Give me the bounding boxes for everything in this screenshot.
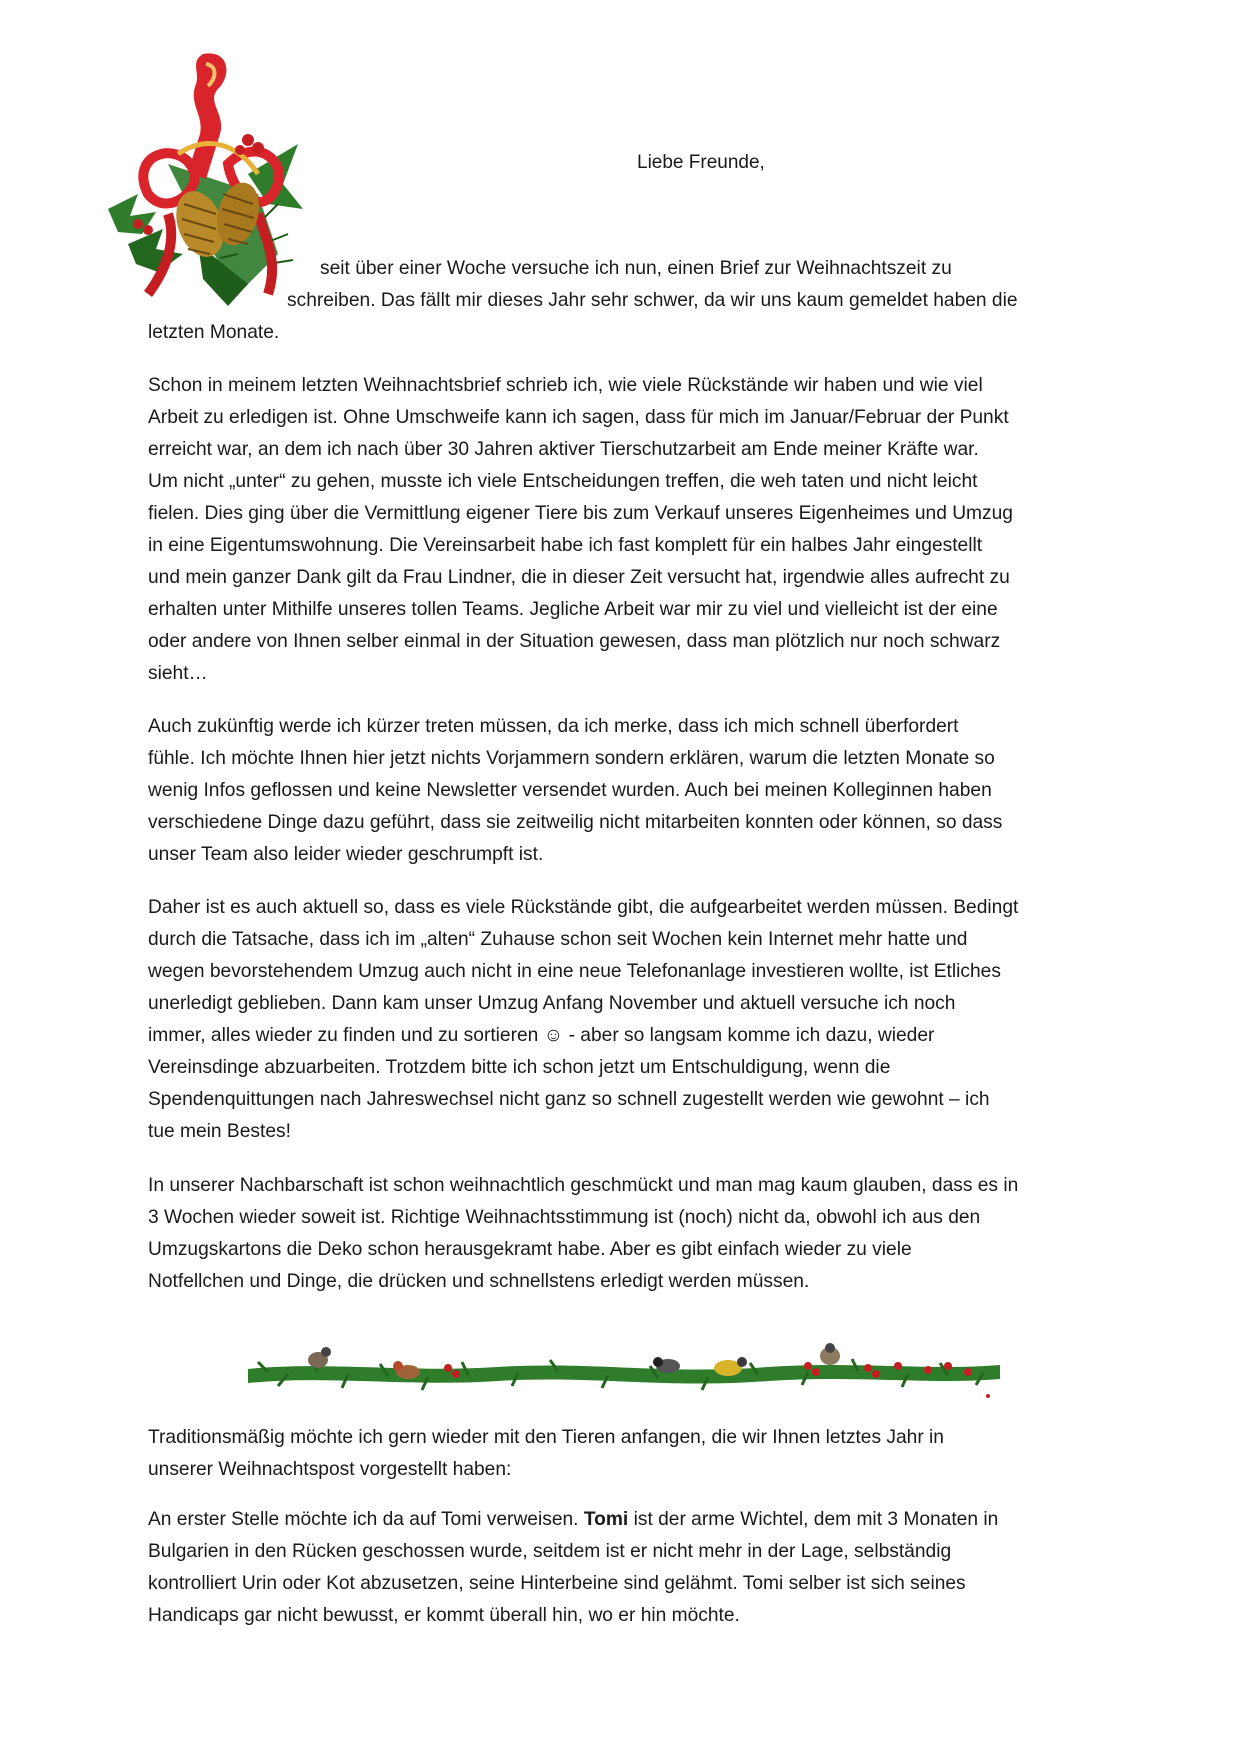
- intro-line-1: seit über einer Woche versuche ich nun, einen Brief zur Weihnachtszeit zu: [320, 258, 952, 279]
- paragraph-line: Schon in meinem letzten Weihnachtsbrief schrieb ich, wie viele Rückstände wir haben und wie viel: [148, 375, 983, 396]
- paragraph-line: wegen bevorstehendem Umzug auch nicht in eine neue Telefonanlage investieren wollte, ist Etliches: [148, 961, 1001, 982]
- paragraph-line: verschiedene Dinge dazu geführt, dass sie zeitweilig nicht mitarbeiten konnten oder können, so dass: [148, 812, 1003, 833]
- paragraph-line: unser Team also leider wieder geschrumpft ist.: [148, 844, 544, 865]
- paragraph-2: [148, 711, 1108, 871]
- paragraph-line: Spendenquittungen nach Jahreswechsel nicht ganz so schnell zugestellt werden wie gewohnt – ich: [148, 1089, 990, 1110]
- paragraph-line: durch die Tatsache, dass ich im „alten“ Zuhause schon seit Wochen kein Internet mehr hatte und: [148, 929, 968, 950]
- paragraph-line: 3 Wochen wieder soweit ist. Richtige Weihnachtsstimmung ist (noch) nicht da, obwohl ich aus den: [148, 1207, 981, 1228]
- paragraph-line: [148, 1504, 1108, 1536]
- paragraph-line: Daher ist es auch aktuell so, dass es viele Rückstände gibt, die aufgearbeitet werden müssen. Bedingt: [148, 897, 1019, 918]
- paragraph-line: Bulgarien in den Rücken geschossen wurde, seitdem ist er nicht mehr in der Lage, selbständig: [148, 1541, 952, 1562]
- paragraph-line: fühle. Ich möchte Ihnen hier jetzt nichts Vorjammern sondern erklären, warum die letzten Monate so: [148, 748, 995, 769]
- paragraph-line: immer, alles wieder zu finden und zu sortieren ☺ - aber so langsam komme ich dazu, wieder: [148, 1025, 935, 1046]
- paragraph-text: ist der arme Wichtel, dem mit 3 Monaten in: [628, 1509, 999, 1530]
- paragraph-5: [148, 1422, 1108, 1486]
- paragraph-6: [148, 1504, 1108, 1632]
- paragraph-line: und mein ganzer Dank gilt da Frau Lindner, die in dieser Zeit versucht hat, irgendwie alles aufrecht zu: [148, 567, 1010, 588]
- garland-with-birds-icon: [248, 1338, 1000, 1400]
- salutation: Liebe Freunde,: [637, 152, 765, 173]
- paragraph-4: [148, 1170, 1108, 1298]
- paragraph-line: wenig Infos geflossen und keine Newsletter versendet wurden. Auch bei meinen Kolleginnen haben: [148, 780, 992, 801]
- paragraph-line: Notfellchen und Dinge, die drücken und schnellstens erledigt werden müssen.: [148, 1271, 810, 1292]
- paragraph-line: oder andere von Ihnen selber einmal in der Situation gewesen, dass man plötzlich nur noch schwarz: [148, 631, 1001, 652]
- paragraph-1: [148, 370, 1108, 690]
- paragraph-text: An erster Stelle möchte ich da auf Tomi verweisen.: [148, 1509, 584, 1530]
- paragraph-line: Um nicht „unter“ zu gehen, musste ich viele Entscheidungen treffen, die weh taten und nicht leicht: [148, 471, 978, 492]
- paragraph-line: erhalten unter Mithilfe unseres tollen Teams. Jegliche Arbeit war mir zu viel und vielleicht ist der eine: [148, 599, 998, 620]
- paragraph-line: tue mein Bestes!: [148, 1121, 291, 1142]
- paragraph-line: Arbeit zu erledigen ist. Ohne Umschweife kann ich sagen, dass für mich im Januar/Februar der Punkt: [148, 407, 1009, 428]
- paragraph-line: Handicaps gar nicht bewusst, er kommt überall hin, wo er hin möchte.: [148, 1605, 740, 1626]
- paragraph-line: In unserer Nachbarschaft ist schon weihnachtlich geschmückt und man mag kaum glauben, dass es in: [148, 1175, 1019, 1196]
- name-highlight: Tomi: [583, 1509, 629, 1530]
- paragraph-line: in eine Eigentumswohnung. Die Vereinsarbeit habe ich fast komplett für ein halbes Jahr eingestellt: [148, 535, 983, 556]
- paragraph-line: Umzugskartons die Deko schon herausgekramt habe. Aber es gibt einfach wieder zu viele: [148, 1239, 912, 1260]
- paragraph-line: Vereinsdinge abzuarbeiten. Trotzdem bitte ich schon jetzt um Entschuldigung, wenn die: [148, 1057, 891, 1078]
- christmas-candle-decoration-icon: [108, 44, 308, 314]
- paragraph-line: unserer Weihnachtspost vorgestellt haben:: [148, 1459, 512, 1480]
- paragraph-3: [148, 892, 1108, 1148]
- intro-line-2: schreiben. Das fällt mir dieses Jahr sehr schwer, da wir uns kaum gemeldet haben die: [287, 290, 1018, 311]
- paragraph-line: Auch zukünftig werde ich kürzer treten müssen, da ich merke, dass ich mich schnell überfordert: [148, 716, 959, 737]
- paragraph-line: kontrolliert Urin oder Kot abzusetzen, seine Hinterbeine sind gelähmt. Tomi selber ist sich seines: [148, 1573, 966, 1594]
- paragraph-line: Traditionsmäßig möchte ich gern wieder mit den Tieren anfangen, die wir Ihnen letztes Jahr in: [148, 1427, 944, 1448]
- paragraph-line: sieht…: [148, 663, 208, 684]
- intro-line-3: letzten Monate.: [148, 322, 280, 343]
- paragraph-line: fielen. Dies ging über die Vermittlung eigener Tiere bis zum Verkauf unseres Eigenheimes und Umzug: [148, 503, 1013, 524]
- paragraph-line: erreicht war, an dem ich nach über 30 Jahren aktiver Tierschutzarbeit am Ende meiner Kräfte war.: [148, 439, 979, 460]
- paragraph-line: unerledigt geblieben. Dann kam unser Umzug Anfang November und aktuell versuche ich noch: [148, 993, 956, 1014]
